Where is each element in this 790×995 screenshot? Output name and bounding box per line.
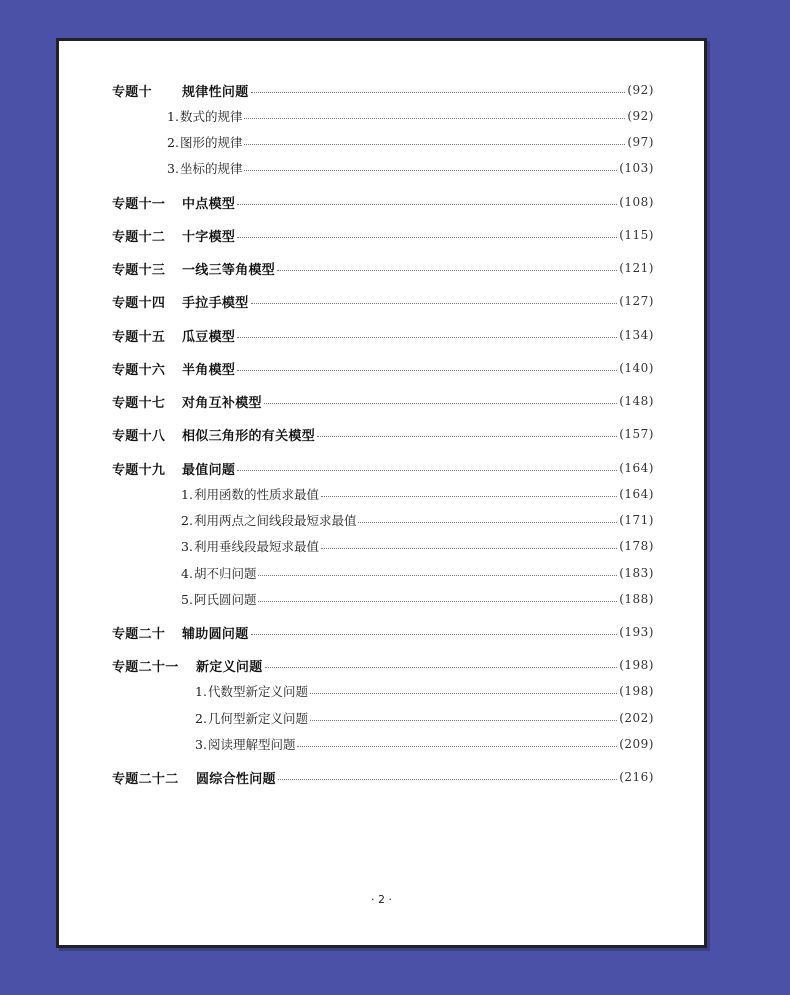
toc-entry-name: 坐标的规律: [179, 161, 243, 176]
toc-entry-title: [195, 709, 308, 727]
toc-chapter-entry[interactable]: [112, 326, 654, 344]
toc-chapter-entry[interactable]: [112, 259, 654, 277]
toc-page-number: (97): [627, 135, 654, 149]
toc-entry-label: 专题十八: [112, 428, 166, 444]
toc-entry-name: 相似三角形的有关模型: [182, 428, 316, 444]
toc-entry-label: 专题十七: [112, 395, 166, 411]
toc-entry-label: 专题十三: [112, 262, 166, 278]
toc-chapter-entry[interactable]: [112, 193, 654, 211]
dot-leader: [251, 303, 618, 304]
dot-leader: [244, 118, 625, 119]
toc-entry-label: 专题十九: [112, 462, 166, 478]
toc-entry-title: [112, 459, 235, 478]
toc-chapter-entry[interactable]: [112, 656, 654, 674]
toc-entry-label: 4.: [181, 566, 193, 581]
toc-page-number: (193): [619, 625, 654, 639]
toc-section-entry[interactable]: [181, 485, 654, 503]
toc-page-number: (108): [619, 195, 654, 209]
dot-leader: [321, 548, 617, 549]
toc-section-entry[interactable]: [167, 107, 654, 125]
toc-entry-name: 阿氏圆问题: [193, 592, 257, 607]
toc-entry-title: [112, 623, 249, 642]
toc-entry-name: 图形的规律: [179, 135, 243, 150]
toc-entry-label: 1.: [195, 684, 207, 699]
toc-entry-name: 规律性问题: [182, 84, 249, 100]
toc-chapter-entry[interactable]: [112, 425, 654, 443]
toc-entry-label: 1.: [167, 109, 179, 124]
dot-leader: [244, 144, 625, 145]
dot-leader: [237, 204, 617, 205]
dot-leader: [310, 720, 617, 721]
toc-entry-title: [112, 81, 249, 100]
toc-entry-label: 专题十一: [112, 196, 166, 212]
toc-page-number: (209): [619, 737, 654, 751]
toc-entry-label: 2.: [195, 711, 207, 726]
toc-entry-title: [112, 193, 235, 212]
dot-leader: [237, 470, 617, 471]
toc-entry-title: [112, 226, 235, 245]
toc-page-number: (216): [619, 770, 654, 784]
toc-entry-title: [181, 564, 256, 582]
toc-entry-name: 阅读理解型问题: [207, 737, 296, 752]
dot-leader: [237, 337, 617, 338]
toc-page-number: (92): [627, 109, 654, 123]
toc-entry-name: 胡不归问题: [193, 566, 257, 581]
page-number-footer: · 2 ·: [371, 893, 392, 906]
toc-entry-name: 圆综合性问题: [196, 771, 276, 787]
toc-entry-name: 中点模型: [182, 196, 236, 212]
toc-entry-name: 利用函数的性质求最值: [193, 487, 319, 502]
toc-entry-name: 最值问题: [182, 462, 236, 478]
dot-leader: [258, 601, 617, 602]
toc-entry-title: [112, 392, 262, 411]
dot-leader: [237, 237, 617, 238]
toc-page-number: (198): [619, 684, 654, 698]
dot-leader: [297, 746, 617, 747]
toc-page-number: (127): [619, 294, 654, 308]
dot-leader: [237, 370, 617, 371]
dot-leader: [310, 693, 617, 694]
toc-page-number: (157): [619, 427, 654, 441]
toc-entry-label: 专题二十: [112, 626, 166, 642]
toc-entry-name: 数式的规律: [179, 109, 243, 124]
dot-leader: [321, 496, 617, 497]
toc-page-number: (183): [619, 566, 654, 580]
toc-chapter-entry[interactable]: [112, 392, 654, 410]
toc-page-number: (164): [619, 487, 654, 501]
toc-entry-title: [181, 537, 319, 555]
toc-section-entry[interactable]: [181, 590, 654, 608]
dot-leader: [277, 270, 617, 271]
dot-leader: [265, 667, 618, 668]
toc-section-entry[interactable]: [181, 564, 654, 582]
toc-entry-title: [195, 682, 308, 700]
toc-page-number: (115): [619, 228, 654, 242]
toc-entry-title: [181, 590, 256, 608]
toc-section-entry[interactable]: [195, 709, 654, 727]
toc-entry-title: [195, 735, 295, 753]
dot-leader: [278, 779, 617, 780]
toc-chapter-entry[interactable]: [112, 768, 654, 786]
toc-entry-title: [181, 485, 319, 503]
toc-entry-name: 代数型新定义问题: [207, 684, 308, 699]
toc-page-number: (202): [619, 711, 654, 725]
toc-entry-name: 辅助圆问题: [182, 626, 249, 642]
toc-entry-title: [112, 259, 275, 278]
toc-entry-title: [112, 768, 276, 787]
dot-leader: [244, 170, 617, 171]
toc-page-number: (103): [619, 161, 654, 175]
toc-chapter-entry[interactable]: [112, 359, 654, 377]
toc-chapter-entry[interactable]: [112, 623, 654, 641]
toc-entry-label: 专题十六: [112, 362, 166, 378]
toc-entry-title: [167, 159, 242, 177]
toc-entry-title: [112, 656, 263, 675]
toc-page-number: (198): [619, 658, 654, 672]
toc-section-entry[interactable]: [195, 735, 654, 753]
toc-entry-name: 对角互补模型: [182, 395, 262, 411]
toc-entry-name: 手拉手模型: [182, 295, 249, 311]
toc-page-number: (188): [619, 592, 654, 606]
dot-leader: [264, 403, 617, 404]
toc-entry-title: [112, 326, 235, 345]
toc-entry-title: [112, 292, 249, 311]
toc-entry-name: 几何型新定义问题: [207, 711, 308, 726]
toc-entry-label: 专题二十二: [112, 771, 179, 787]
toc-entry-name: 一线三等角模型: [182, 262, 276, 278]
toc-page-number: (164): [619, 461, 654, 475]
toc-entry-name: 半角模型: [182, 362, 236, 378]
toc-entry-name: 利用垂线段最短求最值: [193, 539, 319, 554]
toc-entry-label: 专题二十一: [112, 659, 179, 675]
toc-chapter-entry[interactable]: [112, 226, 654, 244]
toc-page-number: (171): [619, 513, 654, 527]
toc-entry-title: [167, 133, 242, 151]
toc-entry-label: 1.: [181, 487, 193, 502]
toc-section-entry[interactable]: [195, 682, 654, 700]
toc-entry-label: 3.: [195, 737, 207, 752]
toc-entry-name: 利用两点之间线段最短求最值: [193, 513, 357, 528]
toc-section-entry[interactable]: [181, 511, 654, 529]
toc-entry-label: 专题十: [112, 84, 152, 100]
toc-section-entry[interactable]: [181, 537, 654, 555]
toc-entry-label: 专题十二: [112, 229, 166, 245]
toc-page-number: (178): [619, 539, 654, 553]
toc-page-number: (134): [619, 328, 654, 342]
dot-leader: [251, 92, 626, 93]
dot-leader: [358, 522, 617, 523]
document-page: [56, 38, 707, 948]
toc-entry-title: [167, 107, 242, 125]
toc-entry-name: 十字模型: [182, 229, 236, 245]
toc-entry-title: [181, 511, 356, 529]
dot-leader: [317, 436, 617, 437]
toc-entry-name: 瓜豆模型: [182, 329, 236, 345]
toc-entry-label: 3.: [167, 161, 179, 176]
toc-chapter-entry[interactable]: [112, 292, 654, 310]
toc-entry-label: 3.: [181, 539, 193, 554]
toc-entry-label: 5.: [181, 592, 193, 607]
toc-section-entry[interactable]: [167, 159, 654, 177]
toc-chapter-entry[interactable]: [112, 81, 654, 99]
toc-page-number: (121): [619, 261, 654, 275]
toc-entry-label: 专题十五: [112, 329, 166, 345]
toc-entry-label: 2.: [181, 513, 193, 528]
toc-entry-title: [112, 359, 235, 378]
toc-entry-name: 新定义问题: [196, 659, 263, 675]
toc-page-number: (148): [619, 394, 654, 408]
toc-entry-label: 2.: [167, 135, 179, 150]
toc-entry-label: 专题十四: [112, 295, 166, 311]
dot-leader: [258, 575, 617, 576]
toc-chapter-entry[interactable]: [112, 459, 654, 477]
toc-section-entry[interactable]: [167, 133, 654, 151]
toc-page-number: (92): [627, 83, 654, 97]
toc-page-number: (140): [619, 361, 654, 375]
toc-entry-title: [112, 425, 315, 444]
dot-leader: [251, 634, 618, 635]
